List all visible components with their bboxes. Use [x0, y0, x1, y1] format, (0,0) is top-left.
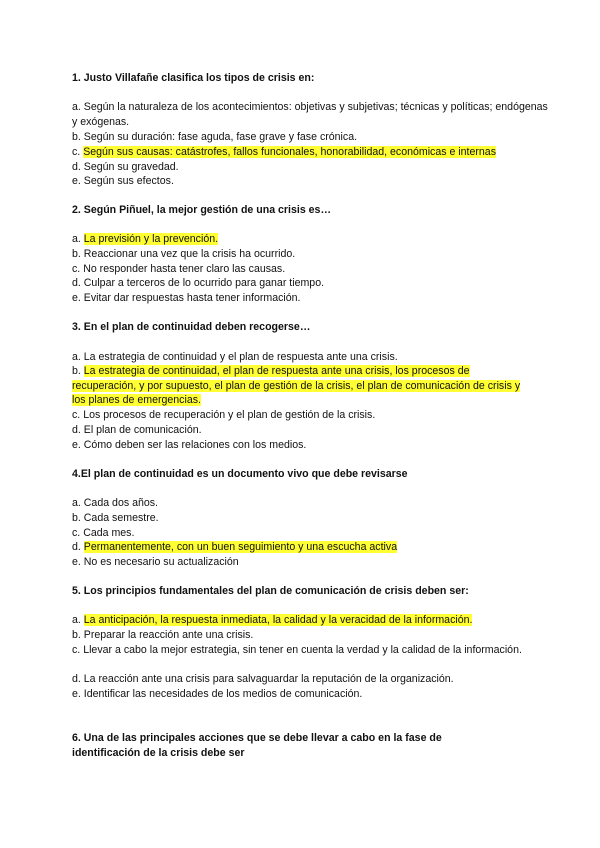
- question-2-option-d: [72, 276, 552, 291]
- option-text: Identificar las necesidades de los medios de comunicación.: [83, 688, 363, 700]
- question-2-option-c: [72, 262, 552, 277]
- option-prefix: c.: [72, 409, 84, 421]
- question-1-title: 1. Justo Villafañe clasifica los tipos de crisis en:: [72, 72, 315, 84]
- option-text: Los procesos de recuperación y el plan de gestión de la crisis.: [83, 409, 376, 421]
- question-1-option-a: [72, 100, 552, 129]
- option-text: Según su duración: fase aguda, fase grave y fase crónica.: [83, 131, 358, 143]
- option-text: Según la naturaleza de los acontecimientos: objetivas y subjetivas; técnicas y políticas; endógenas y exógenas.: [72, 101, 548, 128]
- question-5-option-b: [72, 628, 552, 643]
- option-prefix: d.: [72, 541, 84, 553]
- option-prefix: d.: [72, 424, 84, 436]
- option-prefix: b.: [72, 629, 84, 641]
- option-text: Cada mes.: [83, 527, 135, 539]
- question-4-option-a: [72, 496, 552, 511]
- option-text: No es necesario su actualización: [83, 556, 239, 568]
- question-4-title: 4.El plan de continuidad es un documento vivo que debe revisarse: [72, 468, 408, 480]
- option-prefix: d.: [72, 161, 84, 173]
- option-text: Según sus efectos.: [83, 175, 174, 187]
- question-2-option-e: [72, 291, 552, 306]
- question-5-option-e: [72, 687, 552, 702]
- question-5-option-d: [72, 672, 552, 687]
- option-prefix: b.: [72, 248, 84, 260]
- question-2-title: 2. Según Piñuel, la mejor gestión de una crisis es…: [72, 204, 332, 216]
- question-4-option-d: [72, 540, 552, 555]
- question-3-option-e: [72, 438, 552, 453]
- option-text-highlighted: Según sus causas: catástrofes, fallos funcionales, honorabilidad, económicas e internas: [83, 146, 496, 158]
- option-text: Según su gravedad.: [83, 161, 179, 173]
- question-5-option-a: [72, 613, 552, 628]
- option-text: Preparar la reacción ante una crisis.: [83, 629, 254, 641]
- question-3-option-c: [72, 408, 552, 423]
- option-prefix: e.: [72, 292, 84, 304]
- option-prefix: e.: [72, 439, 84, 451]
- option-prefix: a.: [72, 233, 84, 245]
- option-text: Evitar dar respuestas hasta tener información.: [83, 292, 301, 304]
- option-prefix: c.: [72, 263, 84, 275]
- option-text-highlighted: Permanentemente, con un buen seguimiento y una escucha activa: [83, 541, 398, 553]
- question-3-option-a: [72, 350, 552, 365]
- question-4-option-b: [72, 511, 552, 526]
- option-prefix: d.: [72, 277, 84, 289]
- option-text: El plan de comunicación.: [83, 424, 202, 436]
- question-2-option-b: [72, 247, 552, 262]
- option-prefix: a.: [72, 497, 84, 509]
- option-prefix: e.: [72, 688, 84, 700]
- option-text: Reaccionar una vez que la crisis ha ocurrido.: [83, 248, 296, 260]
- option-text: La estrategia de continuidad y el plan de respuesta ante una crisis.: [83, 351, 398, 363]
- question-3-option-b: [72, 364, 534, 408]
- option-text: Culpar a terceros de lo ocurrido para ganar tiempo.: [83, 277, 325, 289]
- question-5-title: 5. Los principios fundamentales del plan de comunicación de crisis deben ser:: [72, 585, 469, 597]
- option-text-highlighted: La previsión y la prevención.: [83, 233, 219, 245]
- option-prefix: e.: [72, 556, 84, 568]
- option-prefix: a.: [72, 351, 84, 363]
- option-prefix: a.: [72, 614, 84, 626]
- option-text: La reacción ante una crisis para salvaguardar la reputación de la organización.: [83, 673, 454, 685]
- option-text: Cada dos años.: [83, 497, 158, 509]
- option-text: Cada semestre.: [83, 512, 159, 524]
- question-1-option-b: [72, 130, 552, 145]
- option-prefix: e.: [72, 175, 84, 187]
- option-text-highlighted: La estrategia de continuidad, el plan de respuesta ante una crisis, los procesos de recuperación, y por supuesto, el plan de gestión de la crisis, el plan de comunicación de crisis y los planes de emergencias.: [72, 365, 521, 406]
- option-prefix: d.: [72, 673, 84, 685]
- option-text: Llevar a cabo la mejor estrategia, sin tener en cuenta la verdad y la calidad de la información.: [83, 644, 522, 656]
- option-prefix: b.: [72, 365, 84, 377]
- option-prefix: b.: [72, 512, 84, 524]
- question-5-option-c: [72, 643, 542, 658]
- option-prefix: c.: [72, 644, 84, 656]
- question-2-option-a: [72, 232, 552, 247]
- question-4-option-e: [72, 555, 552, 570]
- question-6-title: 6. Una de las principales acciones que se debe llevar a cabo en la fase de identificación de la crisis debe ser: [72, 732, 442, 759]
- question-1-option-d: [72, 160, 552, 175]
- option-prefix: a.: [72, 101, 84, 113]
- option-prefix: c.: [72, 527, 84, 539]
- option-prefix: b.: [72, 131, 84, 143]
- question-3-option-d: [72, 423, 552, 438]
- option-text: No responder hasta tener claro las causas.: [83, 263, 286, 275]
- question-4-option-c: [72, 526, 552, 541]
- option-prefix: c.: [72, 146, 84, 158]
- option-text-highlighted: La anticipación, la respuesta inmediata, la calidad y la veracidad de la información.: [83, 614, 473, 626]
- option-text: Cómo deben ser las relaciones con los medios.: [83, 439, 307, 451]
- question-1-option-c: [72, 145, 552, 160]
- question-1-option-e: [72, 174, 552, 189]
- question-3-title: 3. En el plan de continuidad deben recogerse…: [72, 321, 311, 333]
